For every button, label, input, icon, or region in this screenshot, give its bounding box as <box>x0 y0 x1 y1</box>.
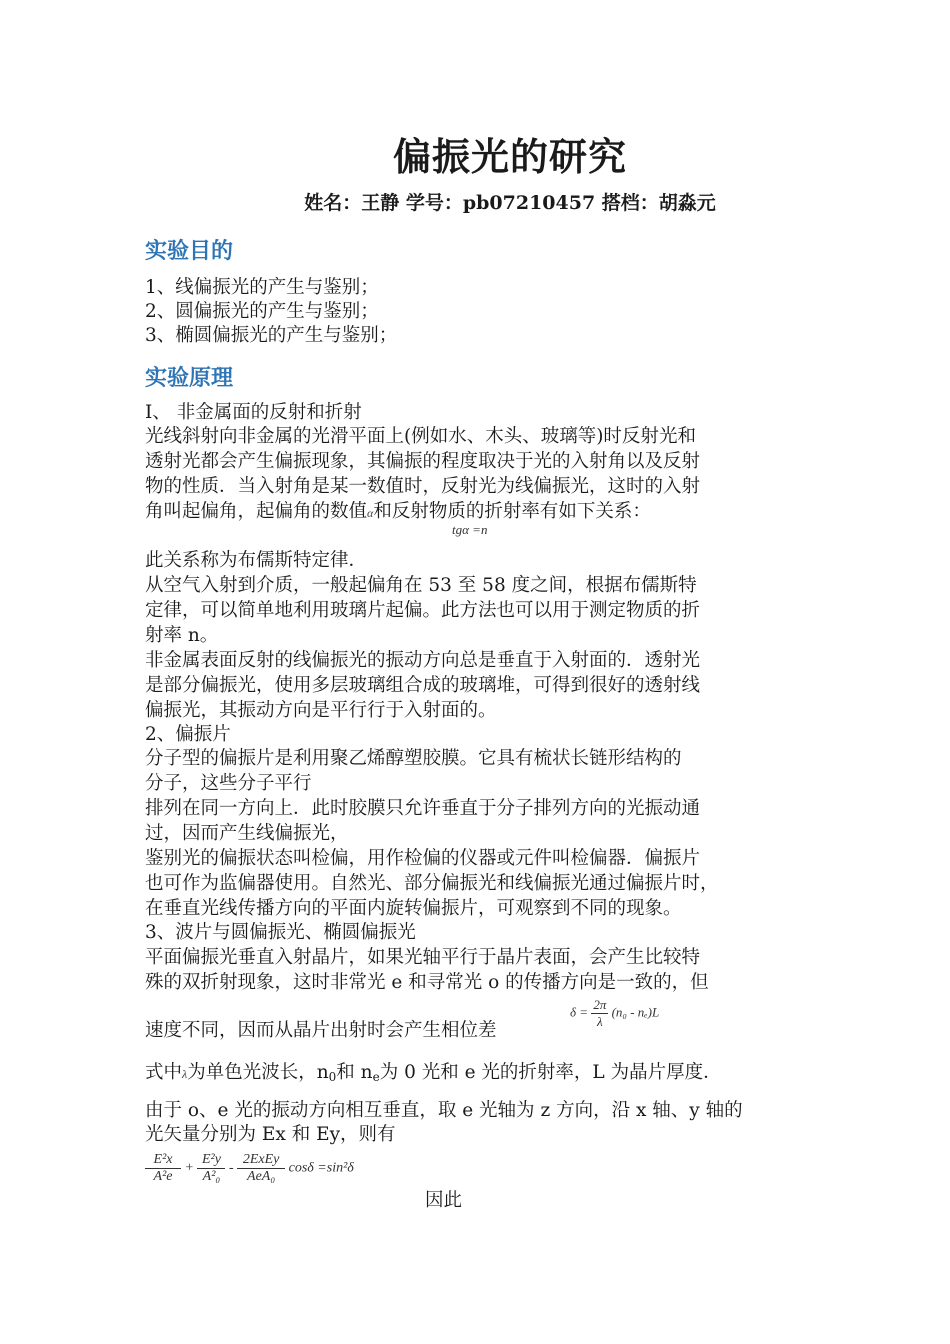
paragraph-line: 定律，可以简单地利用玻璃片起偏。此方法也可以用于测定物质的折 <box>145 600 701 621</box>
paragraph-line: 是部分偏振光，使用多层玻璃组合成的玻璃堆，可得到很好的透射线 <box>145 675 701 696</box>
paragraph-line: 光线斜射向非金属的光滑平面上(例如水、木头、玻璃等)时反射光和 <box>145 426 696 447</box>
paragraph-line: 排列在同一方向上．此时胶膜只允许垂直于分子排列方向的光振动通 <box>145 798 701 819</box>
author-line: 姓名：王静 学号：pb07210457 搭档：胡淼元 <box>304 192 716 214</box>
paragraph-line: 式中λ为单色光波长，$n_0$和 $n_e$为 0 光和 e 光的折射率，L 为晶片厚度． <box>145 1062 722 1084</box>
paragraph-line: 分子型的偏振片是利用聚乙烯醇塑胶膜。它具有梳状长链形结构的 <box>145 748 682 769</box>
paragraph-line: 殊的双折射现象，这时非常光 e 和寻常光 o 的传播方向是一致的，但 <box>145 972 709 993</box>
paragraph-line: 从空气入射到介质，一般起偏角在 53 至 58 度之间，根据布儒斯特 <box>145 575 697 596</box>
heading-purpose: 实验目的 <box>145 239 234 264</box>
lambda-symbol: λ <box>182 1067 188 1081</box>
phase-difference-formula: δ = $\frac{2\pi}{\lambda}$ (n₀ - nₑ)L <box>570 997 660 1029</box>
paragraph-line: 鉴别光的偏振状态叫检偏，用作检偏的仪器或元件叫检偏器．偏振片 <box>145 848 701 869</box>
brewster-formula: tgα =n <box>452 522 488 537</box>
paragraph-line: 平面偏振光垂直入射晶片，如果光轴平行于晶片表面，会产生比较特 <box>145 947 701 968</box>
paragraph-line: 速度不同，因而从晶片出射时会产生相位差 <box>145 1020 497 1041</box>
paragraph-line: 偏振光，其振动方向是平行行于入射面的。 <box>145 700 497 721</box>
ellipse-equation: $\frac{\text{E²x}}{\text{A²e}}$ + $\frac{\text{E²y}}{\text{A²₀}}$ - $\frac{\text{2ExEy}}{\text{AeA₀}}$ cosδ =sin²δ <box>145 1152 354 1185</box>
paragraph-line: 物的性质．当入射角是某一数值时，反射光为线偏振光，这时的入射 <box>145 476 701 497</box>
subheading-polarizer: 2、偏振片 <box>145 724 231 745</box>
paragraph-line: 在垂直光线传播方向的平面内旋转偏振片，可观察到不同的现象。 <box>145 898 682 919</box>
purpose-item: 2、圆偏振光的产生与鉴别； <box>145 301 379 322</box>
purpose-item: 3、椭圆偏振光的产生与鉴别； <box>145 325 398 346</box>
paragraph-line: 因此 <box>425 1190 463 1211</box>
purpose-item: 1、线偏振光的产生与鉴别； <box>145 277 379 298</box>
heading-principle: 实验原理 <box>145 366 234 391</box>
paragraph-line: 也可作为监偏器使用。自然光、部分偏振光和线偏振光通过偏振片时， <box>145 873 719 894</box>
paragraph-line: 此关系称为布儒斯特定律． <box>145 550 368 571</box>
subheading-reflection: I、 非金属面的反射和折射 <box>145 402 362 423</box>
paragraph-line: 由于 o、e 光的振动方向相互垂直，取 e 光轴为 z 方向，沿 x 轴、y 轴的 <box>145 1100 743 1121</box>
paragraph-line: 射率 n。 <box>145 625 219 646</box>
paragraph-line: 过，因而产生线偏振光， <box>145 823 349 844</box>
alpha-symbol: α <box>367 506 374 520</box>
paragraph-line: 非金属表面反射的线偏振光的振动方向总是垂直于入射面的．透射光 <box>145 650 701 671</box>
document-title: 偏振光的研究 <box>392 134 627 179</box>
subheading-waveplate: 3、波片与圆偏振光、椭圆偏振光 <box>145 922 416 943</box>
paragraph-line: 光矢量分别为 Ex 和 Ey，则有 <box>145 1124 396 1145</box>
paragraph-line: 透射光都会产生偏振现象，其偏振的程度取决于光的入射角以及反射 <box>145 451 701 472</box>
paragraph-line: 分子，这些分子平行 <box>145 773 312 794</box>
paragraph-line: 角叫起偏角，起偏角的数值α和反射物质的折射率有如下关系： <box>145 501 651 522</box>
